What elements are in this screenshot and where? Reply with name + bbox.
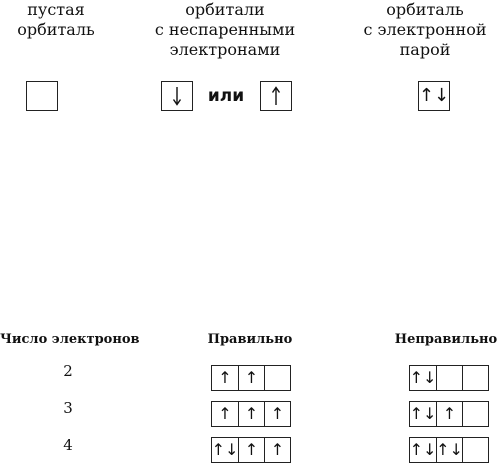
electron-pair-cell-example	[418, 81, 450, 111]
orbital-cell: ↑	[218, 404, 232, 423]
orbital-cell	[436, 366, 462, 390]
incorrect-filling-row	[409, 401, 489, 427]
label-line: парой	[399, 40, 451, 59]
orbital-cell: ↑↓	[409, 404, 437, 423]
orbital-cell: ↑	[436, 402, 462, 426]
orbital-cell: ↑	[238, 438, 264, 462]
label-line: орбитали	[185, 0, 265, 19]
orbital-cell	[264, 366, 290, 390]
orbital-cell: ↑	[264, 402, 290, 426]
header-electron-count: Число электронов	[0, 332, 140, 347]
orbital-cell: ↑↓	[418, 85, 450, 106]
arrow-up-icon	[271, 86, 281, 106]
orbital-cell: ↑	[238, 402, 264, 426]
arrow-down-icon	[172, 86, 182, 106]
orbital-cell: ↑↓	[409, 440, 437, 459]
label-line: орбиталь	[17, 20, 95, 39]
label-unpaired-orbitals	[130, 0, 320, 60]
orbital-cell	[27, 82, 57, 110]
down-spin-cell-example	[161, 81, 193, 111]
orbital-cell: ↑	[218, 368, 232, 387]
or-separator: или	[207, 86, 245, 106]
label-line: пустая	[27, 0, 85, 19]
correct-filling-row	[211, 437, 291, 463]
label-line: электронами	[169, 40, 281, 59]
orbital-cell	[462, 366, 488, 390]
orbital-cell: ↑↓	[211, 440, 239, 459]
correct-filling-row	[211, 365, 291, 391]
label-empty-orbital	[0, 0, 112, 40]
incorrect-filling-row	[409, 437, 489, 463]
orbital-cell	[261, 82, 291, 110]
incorrect-filling-row	[409, 365, 489, 391]
orbital-cell: ↑↓	[409, 368, 437, 387]
empty-orbital-cell-example	[26, 81, 58, 111]
electron-count-4: 4	[63, 436, 73, 454]
label-line: с неспаренными	[154, 20, 296, 39]
label-paired-orbital	[350, 0, 500, 60]
label-line: орбиталь	[386, 0, 464, 19]
up-spin-cell-example	[260, 81, 292, 111]
orbital-cell: ↑↓	[436, 438, 462, 462]
correct-filling-row	[211, 401, 291, 427]
header-correct: Правильно	[207, 332, 293, 347]
orbital-cell	[162, 82, 192, 110]
label-line: с электронной	[363, 20, 487, 39]
orbital-cell	[462, 438, 488, 462]
electron-count-2: 2	[63, 362, 73, 380]
electron-count-3: 3	[63, 399, 73, 417]
orbital-cell	[462, 402, 488, 426]
header-incorrect: Неправильно	[394, 332, 498, 347]
orbital-cell: ↑	[238, 366, 264, 390]
orbital-cell: ↑	[264, 438, 290, 462]
